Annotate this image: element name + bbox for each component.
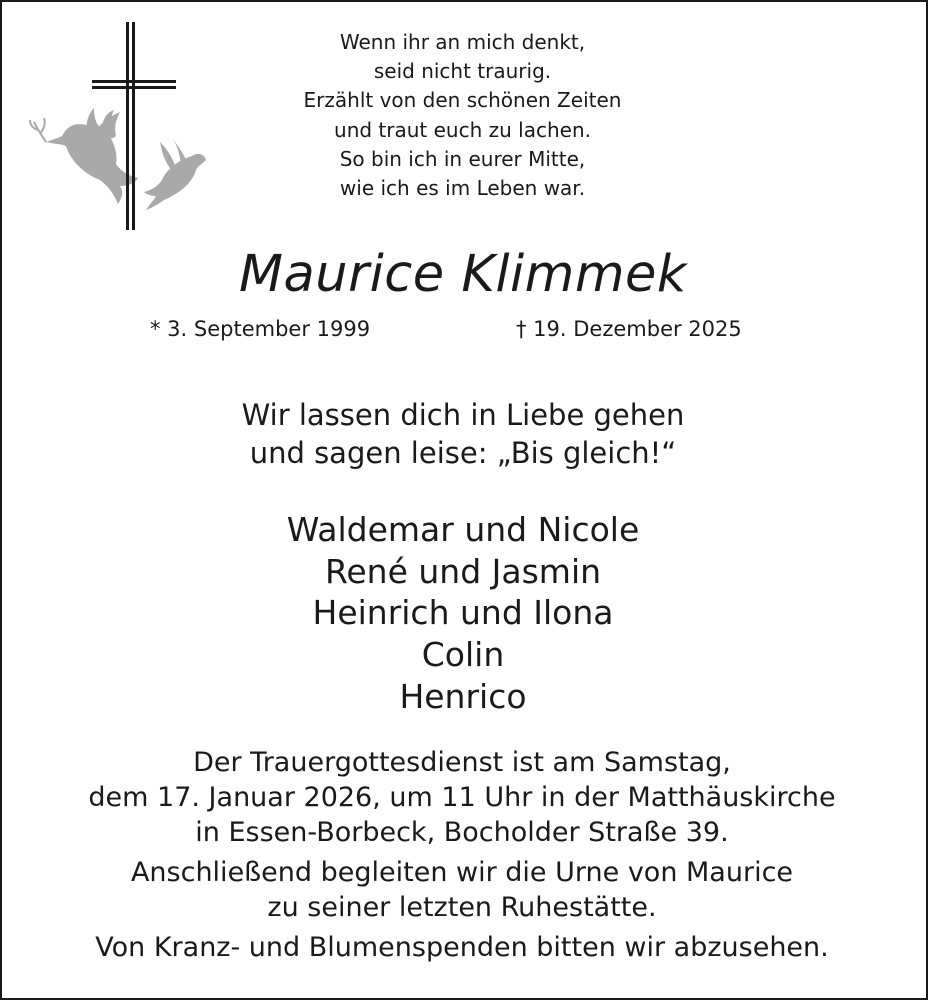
memorial-symbol xyxy=(28,18,218,238)
birth-date: * 3. September 1999 xyxy=(150,317,371,341)
deceased-name: Maurice Klimmek xyxy=(239,245,687,304)
poem xyxy=(250,28,675,203)
quote-line: Wir lassen dich in Liebe gehen xyxy=(241,398,685,432)
family-member: René und Jasmin xyxy=(324,551,602,591)
service-info xyxy=(10,745,914,965)
poem-line: wie ich es im Leben war. xyxy=(339,176,586,201)
dove-left-icon xyxy=(46,108,138,204)
family-member: Waldemar und Nicole xyxy=(286,510,640,549)
service-line: Von Kranz- und Blumenspenden bitten wir abzusehen. xyxy=(95,932,829,963)
poem-line: und traut euch zu lachen. xyxy=(334,117,591,142)
family-member: Colin xyxy=(421,635,505,675)
service-line: Der Trauergottesdienst ist am Samstag, xyxy=(193,747,731,778)
family-list xyxy=(150,509,776,718)
family-member: Heinrich und Ilona xyxy=(312,593,614,633)
quote-line: und sagen leise: „Bis gleich!“ xyxy=(249,436,677,470)
death-date: † 19. Dezember 2025 xyxy=(516,317,742,341)
poem-line: Erzählt von den schönen Zeiten xyxy=(303,88,622,113)
poem-line: seid nicht traurig. xyxy=(373,59,552,84)
service-line: dem 17. Januar 2026, um 11 Uhr in der Matthäuskirche xyxy=(88,782,836,813)
farewell-quote xyxy=(150,396,776,472)
service-line: zu seiner letzten Ruhestätte. xyxy=(267,892,657,923)
poem-line: So bin ich in eurer Mitte, xyxy=(339,146,586,171)
service-line: Anschließend begleiten wir die Urne von Maurice xyxy=(130,857,794,888)
poem-line: Wenn ihr an mich denkt, xyxy=(339,30,586,54)
olive-branch-icon xyxy=(30,118,46,142)
family-member: Henrico xyxy=(399,676,527,716)
dove-right-icon xyxy=(144,138,206,210)
service-line: in Essen-Borbeck, Bocholder Straße 39. xyxy=(195,817,729,848)
